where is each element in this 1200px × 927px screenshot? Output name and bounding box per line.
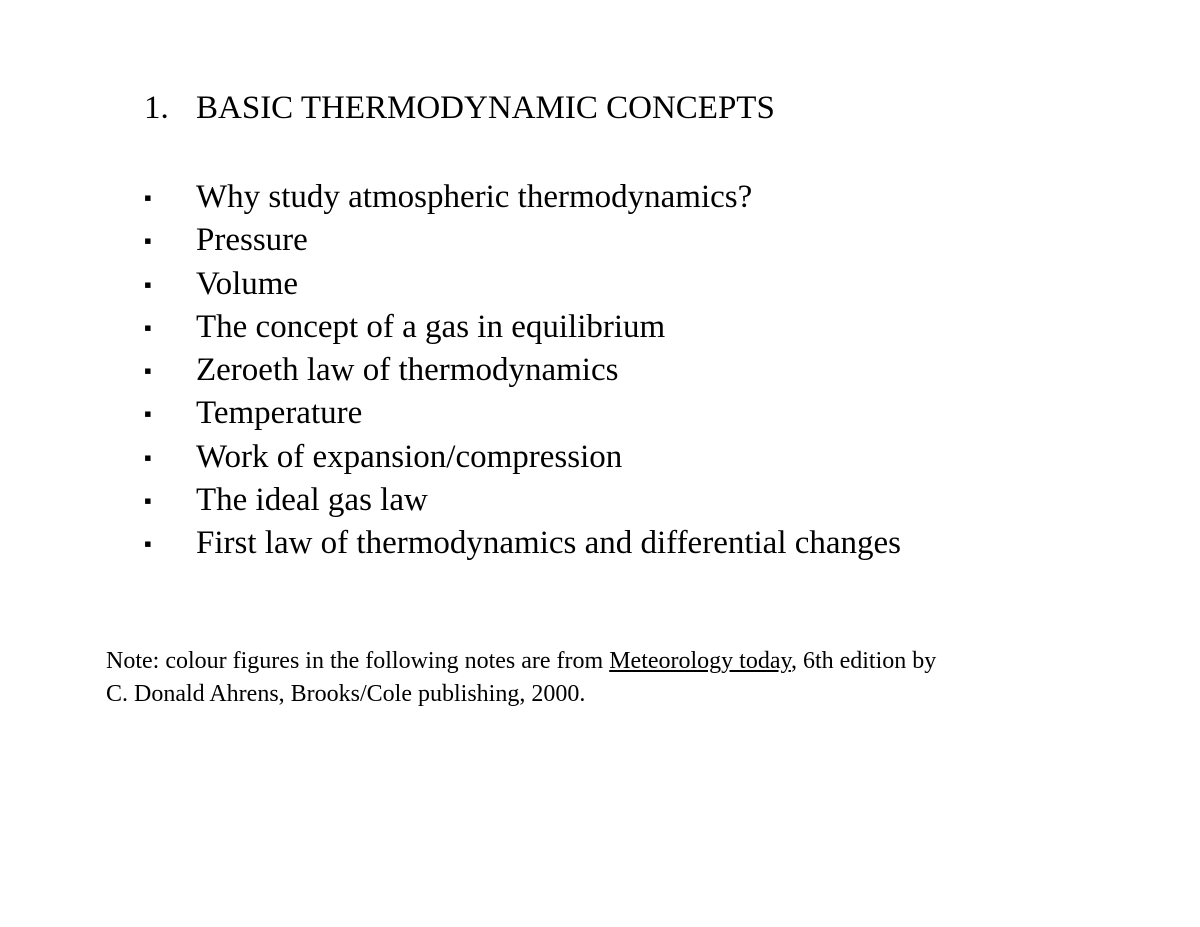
- note-prefix: Note: colour figures in the following notes are from: [106, 648, 610, 674]
- topic-item: [144, 176, 901, 219]
- topic-item: [144, 436, 901, 479]
- section-heading: [144, 88, 775, 128]
- topic-text: The ideal gas law: [196, 482, 428, 519]
- topic-list: [144, 176, 901, 566]
- section-number: 1.: [144, 90, 169, 126]
- note-line-2: C. Donald Ahrens, Brooks/Cole publishing, 2000.: [106, 681, 586, 707]
- topic-text: Temperature: [196, 395, 363, 432]
- bullet-icon: ▪: [144, 228, 152, 254]
- topic-text: Why study atmospheric thermodynamics?: [196, 179, 753, 215]
- bullet-icon: ▪: [144, 314, 152, 340]
- bullet-icon: ▪: [144, 185, 152, 210]
- note-suffix: , 6th edition by: [790, 648, 937, 674]
- bullet-icon: ▪: [144, 401, 152, 427]
- topic-item: [144, 479, 901, 522]
- topic-text: Pressure: [196, 222, 308, 259]
- bullet-icon: ▪: [144, 271, 152, 297]
- note-line-1: [106, 645, 1106, 678]
- section-title: BASIC THERMODYNAMIC CONCEPTS: [196, 90, 775, 126]
- source-note: [106, 645, 1106, 711]
- bullet-icon: ▪: [144, 358, 152, 384]
- topic-text: First law of thermodynamics and differential changes: [196, 525, 902, 562]
- bullet-icon: ▪: [144, 531, 152, 557]
- book-title: Meteorology today: [609, 648, 791, 674]
- topic-text: Work of expansion/compression: [196, 438, 623, 475]
- topic-item: [144, 392, 901, 435]
- topic-item: [144, 349, 901, 392]
- topic-item: [144, 306, 901, 349]
- topic-text: Volume: [196, 265, 299, 302]
- bullet-icon: ▪: [144, 488, 152, 514]
- topic-text: The concept of a gas in equilibrium: [196, 308, 666, 345]
- topic-item: [144, 219, 901, 262]
- bullet-icon: ▪: [144, 444, 152, 470]
- topic-text: Zeroeth law of thermodynamics: [196, 352, 619, 389]
- topic-item: [144, 263, 901, 306]
- topic-item: [144, 522, 901, 565]
